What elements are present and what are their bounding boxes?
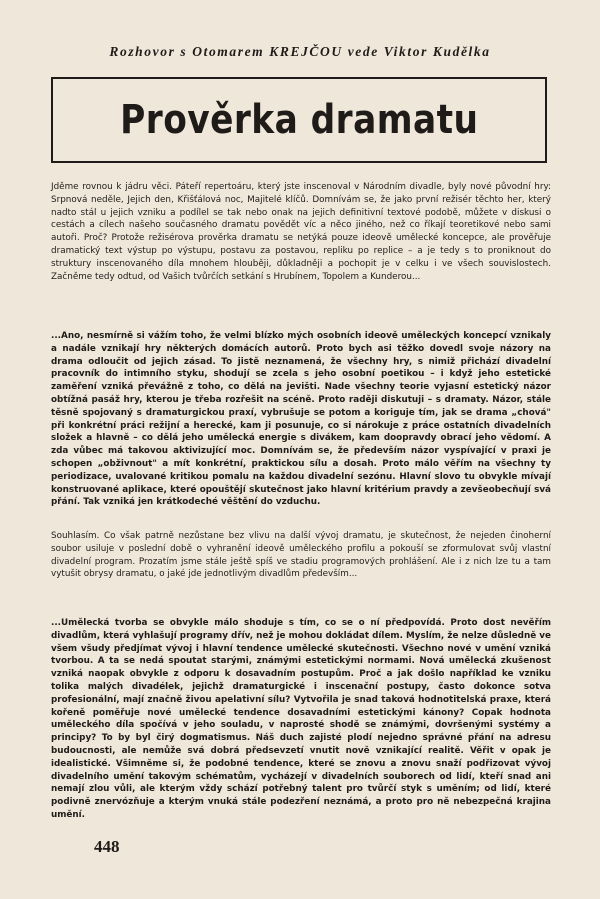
paragraph-answer-2: ...Umělecká tvorba se obvykle málo shoduje s tím, co se o ní předpovídá. Proto dost nevěřím divadlům, která vyhlašují programy dřív, než je mohou dokládat dílem. Myslím, že nelze důsledně ve všem všudy předjímat vývoj i hlavní tendence umělecké skutečnosti. Všechno nové v umění vzniká tvorbou. A ta se nedá spoutat starými, známými estetickými normami. Nová umělecká zkušenost vzniká naopak obvykle z odporu k dosavadním postupům. Proč a jak došlo například ke vzniku tolika malých divadélek, jejichž dramaturgické i inscenační postupy, často dokonce sotva profesionální, mají značně živou apelativní sílu? Vytvořila je snad taková hodnotitelská praxe, která kořeně poměřuje nové umělecké tendence dosavadními estetickými kánony? Copak hodnota uměleckého díla spočívá v jeho souladu, v naprosté shodě se známými, dovršenými systémy a principy? To by byl čirý dogmatismus. Náš duch zajisté plodí nejedno správné přání na adresu budoucnosti, ale nemůže svá dobrá předsevzetí vnutit nově vznikající realitě. Věřit v opak je idealistické. Všimněme si, že podobné tendence, které se znovu a znovu snaží podřizovat vývoj divadelního umění takovým schématům, vycházejí v divadelních souborech od lidí, kteří snad ani nemají zlou vůli, ale kterým vždy schází potřebný talent pro tvůrčí styk s uměním; od lidí, které podivně znervózňuje a kterým vnuká stále podezření neznámá, a proto pro ně nebezpečná krajina umění. [51, 618, 551, 820]
page-number: 448 [94, 837, 120, 856]
paragraph-question-2: Souhlasím. Co však patrně nezůstane bez vlivu na další vývoj dramatu, je skutečnost, že nejeden činoherní soubor usiluje v poslední době o vyhranění ideově uměleckého profilu a pokouší se zformulovat svůj vlastní divadelní program. Prozatím jsme stále ještě spíš ve stadiu programových prohlášení. Ale i z nich lze tu a tam vytušit obrysy dramatu, o jaké jde jednotlivým divadlům především... [51, 531, 551, 580]
article-title: Prověrka dramatu [119, 97, 479, 143]
byline: Rozhovor s Otomarem KREJČOU vede Viktor Kudělka [109, 44, 491, 59]
paragraph-answer-1: ...Ano, nesmírně si vážím toho, že velmi blízko mých osobních ideově uměleckých koncepcí vznikaly a nadále vznikají hry některých domácích autorů. Proto bych asi těžko dovedl svoje názory na drama odloučit od jejich zásad. To jistě neznamená, že všechny hry, s nimiž přichází divadelní pracovník do intimního styku, shodují se zcela s jeho osobní poetikou – i když jeho estetické zaměření vzniká převážně z toho, co dělá na jevišti. Nade všechny teorie vyjasní estetický názor obtížná pasáž hry, kterou je třeba rozřešit na scéně. Proto raději diskutuji – s dramaty. Názor, stále těsně spojovaný s dramaturgickou praxí, vybrušuje se potom a koriguje tím, jak se drama „chová" při konkrétní práci režijní a herecké, kam ji posunuje, co si nárokuje z práce ostatních divadelních složek a hlavně – co dělá jeho umělecká energie s divákem, kam doopravdy obrací jeho vědomí. A zda vůbec má takovou aktivizující moc. Domnívám se, že především názor vyspívající v praxi je schopen „obživnout" a mít konkrétní, praktickou sílu a dosah. Proto málo věřím na všechny ty periodizace, uvalované kritikou pomalu na každou divadelní sezónu. Hlavní slovo tu obvykle mívají konstruované aplikace, které opouštějí skutečnost jako hlavní kritérium pravdy a zevšeobecňují svá přání. Tak vzniká jen krátkodeché věštění do vzduchu. [51, 331, 551, 508]
paragraph-question-1: Jděme rovnou k jádru věci. Páteří repertoáru, který jste inscenoval v Národním divadle, byly nové původní hry: Srpnová neděle, Jejich den, Křišťálová noc, Majitelé klíčů. Domnívám se, že jako první režisér těchto her, který nadto stál u jejich vzniku a podílel se tak nebo onak na jejich definitivní textové podobě, můžete v diskusi o cestách a cílech našeho současného dramatu povědět víc a něco jiného, než co říkají teoretikové nebo sami autoři. Proč? Protože režisérova prověrka dramatu se netýká pouze ideově umělecké koncepce, ale prověřuje dramatický text výstup po výstupu, postavu za postavou, repliku po replice – a je tedy s to proniknout do struktury inscenovaného díla mnohem hlouběji, důkladněji a pochopit je v celku i ve všech souvislostech. Začněme tedy odtud, od Vašich tvůrčích setkání s Hrubínem, Topolem a Kunderou... [51, 182, 551, 282]
title-frame [51, 77, 547, 163]
